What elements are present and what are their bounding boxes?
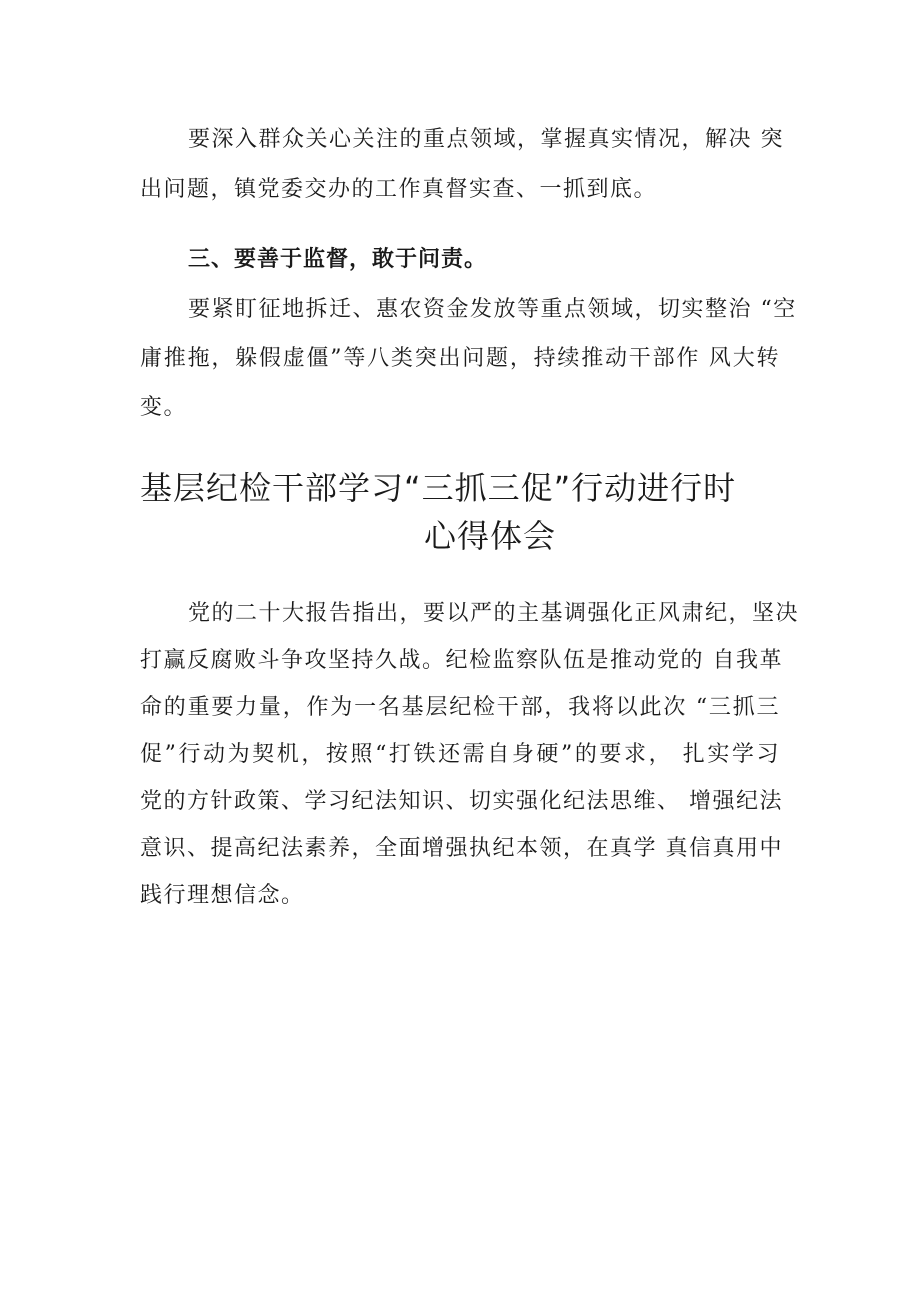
paragraph-line: 庸推拖，躲假虚僵”等八类突出问题，持续推动干部作 风大转 [140, 346, 780, 371]
paragraph-line: 变。 [140, 395, 188, 420]
paragraph-line: 打赢反腐败斗争攻坚持久战。纪检监察队伍是推动党的 自我革 [140, 648, 783, 673]
paragraph-line: 要紧盯征地拆迁、惠农资金发放等重点领域，切实整治 “空 [188, 297, 797, 322]
paragraph-line: 党的方针政策、学习纪法知识、切实强化纪法思维、 增强纪法 [140, 789, 783, 814]
paragraph-line: 党的二十大报告指出，要以严的主基调强化正风肃纪，坚决 [188, 601, 800, 626]
paragraph-line: 出问题，镇党委交办的工作真督实查、一抓到底。 [140, 177, 658, 202]
paragraph-line: 践行理想信念。 [140, 883, 305, 908]
paragraph-line: 意识、提高纪法素养，全面增强执纪本领，在真学 真信真用中 [140, 836, 783, 861]
paragraph-line: 促”行动为契机，按照“打铁还需自身硬”的要求， 扎实学习 [140, 742, 780, 767]
section-heading: 三、要善于监督，敢于问责。 [188, 247, 488, 272]
paragraph-line: 命的重要力量，作为一名基层纪检干部，我将以此次 “三抓三 [140, 695, 780, 720]
article-subtitle: 心得体会 [424, 517, 557, 555]
article-title: 基层纪检干部学习“三抓三促”行动进行时 [140, 469, 737, 507]
paragraph-line: 要深入群众关心关注的重点领域，掌握真实情况，解决 突 [188, 127, 784, 152]
